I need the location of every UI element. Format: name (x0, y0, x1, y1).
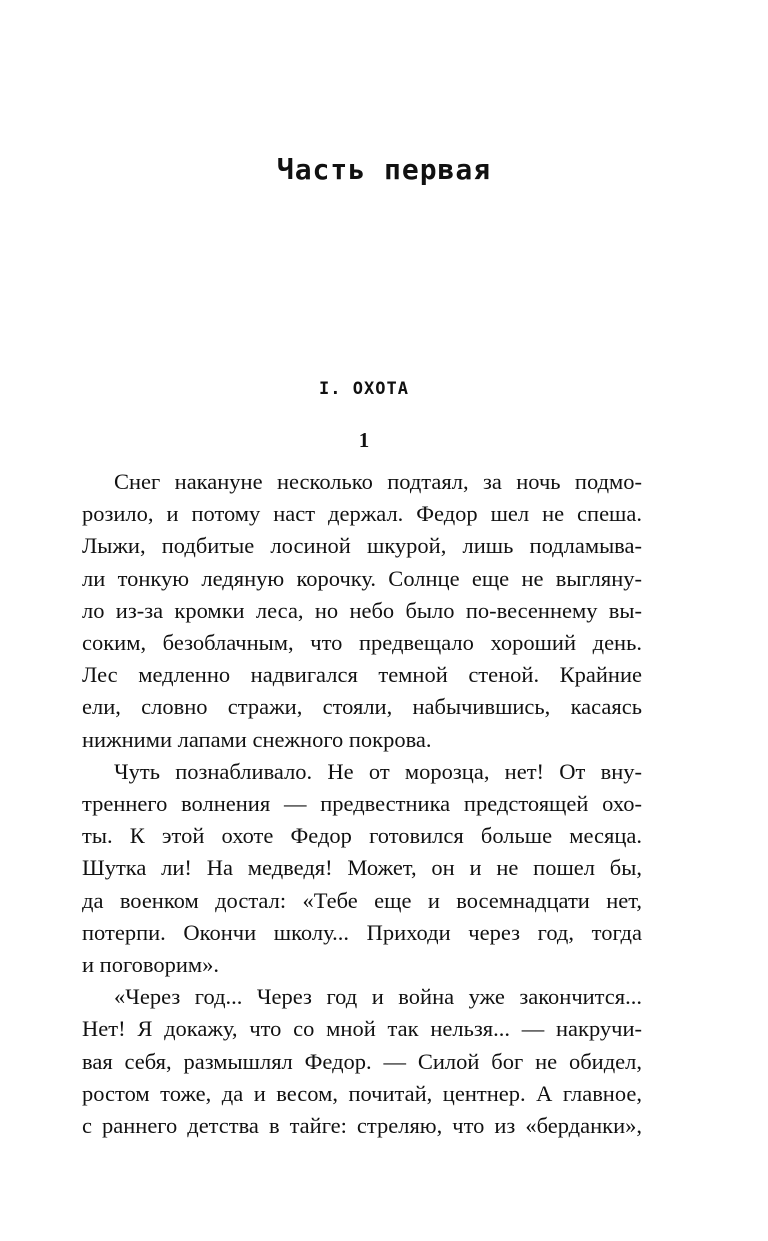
text-line: ты. К этой охоте Федор готовился больше месяца. (82, 823, 642, 849)
text-line: нижними лапами снежного покрова. (82, 726, 432, 752)
paragraph-2 (82, 756, 642, 981)
text-line: «Через год... Через год и война уже закончится... (114, 984, 642, 1010)
text-line: Лес медленно надвигался темной стеной. Крайние (82, 662, 642, 688)
text-line: розило, и потому наст держал. Федор шел не спеша. (82, 501, 642, 527)
text-line: Нет! Я докажу, что со мной так нельзя... — накручи- (82, 1016, 642, 1042)
part-title: Часть первая (276, 153, 492, 186)
text-line: ростом тоже, да и весом, почитай, центнер. А главное, (82, 1080, 642, 1106)
text-line: Шутка ли! На медведя! Может, он и не пошел бы, (82, 855, 642, 881)
text-line: потерпи. Окончи школу... Приходи через год, тогда (82, 919, 642, 945)
body-text (82, 466, 642, 1142)
text-line: вая себя, размышлял Федор. — Силой бог не обидел, (82, 1048, 642, 1074)
text-line: соким, безоблачным, что предвещало хороший день. (82, 630, 642, 656)
text-line: ло из-за кромки леса, но небо было по-весеннему вы- (82, 597, 642, 623)
text-line: Лыжи, подбитые лосиной шкурой, лишь подламыва- (82, 533, 642, 559)
text-line: ели, словно стражи, стояли, набычившись, касаясь (82, 694, 642, 720)
text-line: Снег накануне несколько подтаял, за ночь подмо- (114, 469, 642, 494)
text-line: с раннего детства в тайге: стреляю, что из «берданки», (82, 1113, 642, 1139)
paragraph-3 (82, 981, 642, 1142)
chapter-title: I. ОХОТА (319, 379, 409, 399)
paragraph-1 (82, 466, 642, 756)
section-number: 1 (358, 428, 370, 452)
text-line: Чуть познабливало. Не от морозца, нет! От вну- (114, 758, 642, 784)
text-line: треннего волнения — предвестника предстоящей охо- (82, 791, 642, 817)
text-line: да военком достал: «Тебе еще и восемнадцати нет, (82, 887, 642, 913)
text-line: и поговорим». (82, 952, 219, 978)
text-line: ли тонкую ледяную корочку. Солнце еще не выгляну- (82, 565, 642, 591)
